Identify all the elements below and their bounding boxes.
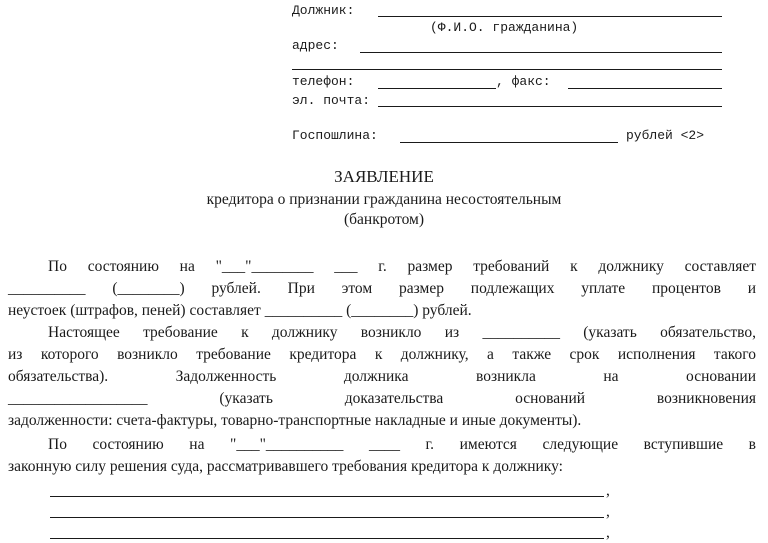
address-field[interactable] bbox=[360, 52, 722, 53]
list-comma-3: , bbox=[606, 524, 610, 541]
p2-line1: Настоящее требование к должнику возникло из __________ (указать обязательство, bbox=[48, 324, 756, 341]
p2-line3: обязательства). Задолженность должника возникла на основании bbox=[8, 368, 756, 385]
fee-suffix: рублей <2> bbox=[626, 128, 705, 143]
email-label: эл. почта: bbox=[292, 93, 371, 108]
fax-label: , факс: bbox=[496, 74, 551, 89]
document-subtitle: кредитора о признании гражданина несостоятельным bbox=[206, 191, 562, 208]
list-comma-2: , bbox=[606, 503, 610, 520]
p3-line1: По состоянию на "___"__________ ____ г. имеются следующие вступившие в bbox=[48, 436, 756, 453]
fee-field[interactable] bbox=[400, 142, 618, 143]
phone-label: телефон: bbox=[292, 74, 355, 89]
p2-line5: задолженности: счета-фактуры, товарно-транспортные накладные и иные документы). bbox=[8, 412, 582, 429]
address-label: адрес: bbox=[292, 38, 339, 53]
document-title: ЗАЯВЛЕНИЕ bbox=[334, 167, 434, 186]
p2-line2: из которого возникло требование кредитора к должнику, а также срок исполнения такого bbox=[8, 346, 756, 363]
p1-line1: По состоянию на "___"________ ___ г. размер требований к должнику составляет bbox=[48, 258, 756, 275]
address-field-2[interactable] bbox=[292, 69, 722, 70]
fax-field[interactable] bbox=[568, 88, 722, 89]
p3-line2: законную силу решения суда, рассматривавшего требования кредитора к должнику: bbox=[8, 458, 563, 475]
list-comma-1: , bbox=[606, 482, 610, 499]
debtor-hint: (Ф.И.О. гражданина) bbox=[430, 20, 579, 35]
court-decision-line-3[interactable] bbox=[50, 538, 604, 539]
p1-line3: неустоек (штрафов, пеней) составляет __________ (________) рублей. bbox=[8, 302, 472, 319]
court-decision-line-2[interactable] bbox=[50, 517, 604, 518]
p2-line4: __________________ (указать доказательства оснований возникновения bbox=[8, 390, 756, 407]
p1-line2: __________ (________) рублей. При этом размер подлежащих уплате процентов и bbox=[8, 280, 756, 297]
debtor-label: Должник: bbox=[292, 3, 355, 18]
debtor-name-field[interactable] bbox=[378, 16, 722, 17]
email-field[interactable] bbox=[378, 106, 722, 107]
court-decision-line-1[interactable] bbox=[50, 496, 604, 497]
document-subtitle-2: (банкротом) bbox=[343, 211, 425, 228]
phone-field[interactable] bbox=[378, 88, 496, 89]
fee-label: Госпошлина: bbox=[292, 128, 378, 143]
